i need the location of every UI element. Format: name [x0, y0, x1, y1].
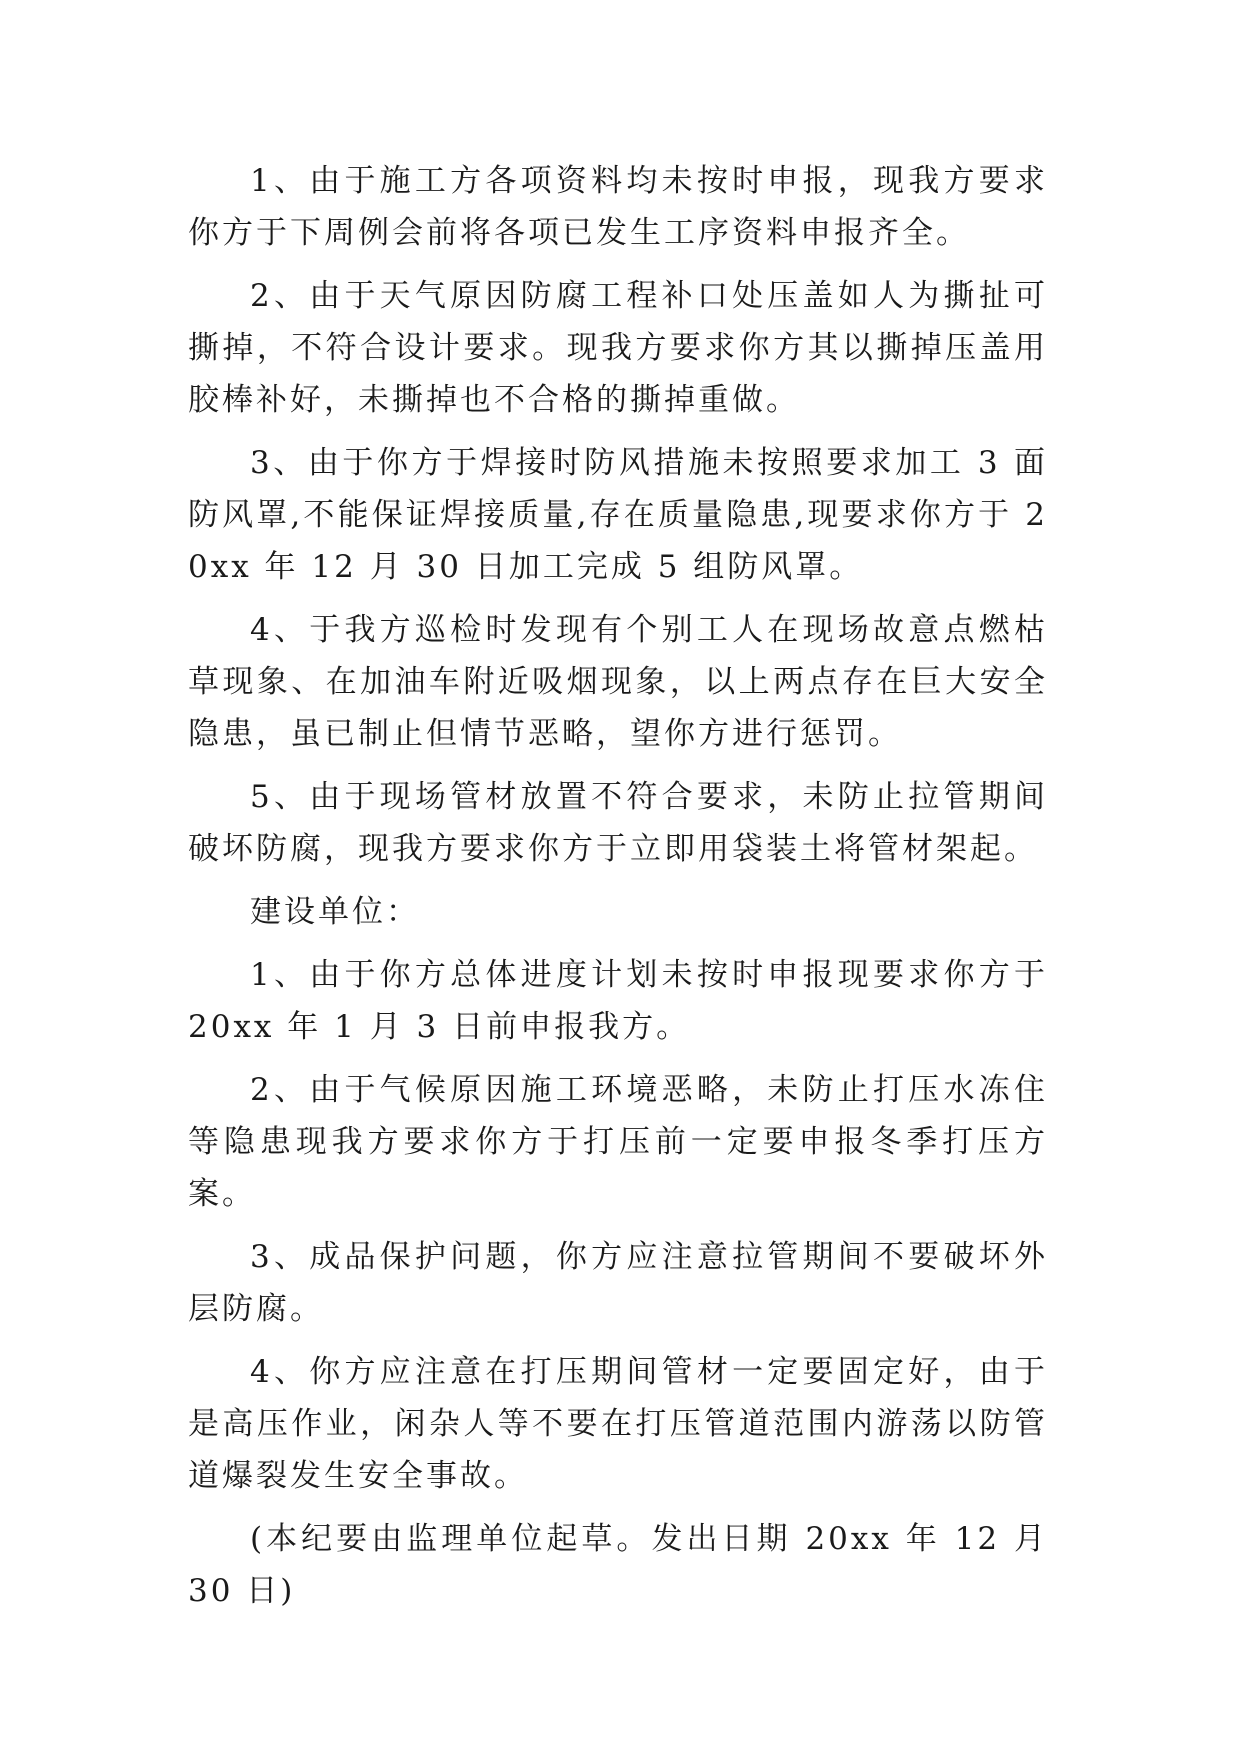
paragraph-item-5: 5、由于现场管材放置不符合要求，未防止拉管期间破坏防腐，现我方要求你方于立即用袋装土将管材架起。: [188, 779, 1048, 867]
section-paragraph-4: 4、你方应注意在打压期间管材一定要固定好，由于是高压作业，闲杂人等不要在打压管道范围内游荡以防管道爆裂发生安全事故。: [188, 1354, 1048, 1494]
document-body: [188, 155, 1048, 1617]
paragraph-item-1: 1、由于施工方各项资料均未按时申报，现我方要求你方于下周例会前将各项已发生工序资料申报齐全。: [188, 163, 1048, 251]
paragraph-item-3: 3、由于你方于焊接时防风措施未按照要求加工 3 面防风罩,不能保证焊接质量,存在质量隐患,现要求你方于 20xx 年 12 月 30 日加工完成 5 组防风罩。: [188, 445, 1048, 585]
section-paragraph-2: 2、由于气候原因施工环境恶略，未防止打压水冻住等隐患现我方要求你方于打压前一定要申报冬季打压方案。: [188, 1072, 1048, 1212]
paragraph-item-4: 4、于我方巡检时发现有个别工人在现场故意点燃枯草现象、在加油车附近吸烟现象，以上两点存在巨大安全隐患，虽已制止但情节恶略，望你方进行惩罚。: [188, 612, 1048, 752]
section-heading: 建设单位：: [250, 894, 420, 930]
section-paragraph-1: 1、由于你方总体进度计划未按时申报现要求你方于 20xx 年 1 月 3 日前申报我方。: [188, 957, 1048, 1045]
paragraph-item-2: 2、由于天气原因防腐工程补口处压盖如人为撕扯可撕掉，不符合设计要求。现我方要求你方其以撕掉压盖用胶棒补好，未撕掉也不合格的撕掉重做。: [188, 278, 1048, 418]
closing-note: (本纪要由监理单位起草。发出日期 20xx 年 12 月 30 日): [188, 1521, 1048, 1609]
section-paragraph-3: 3、成品保护问题，你方应注意拉管期间不要破坏外层防腐。: [188, 1239, 1048, 1327]
